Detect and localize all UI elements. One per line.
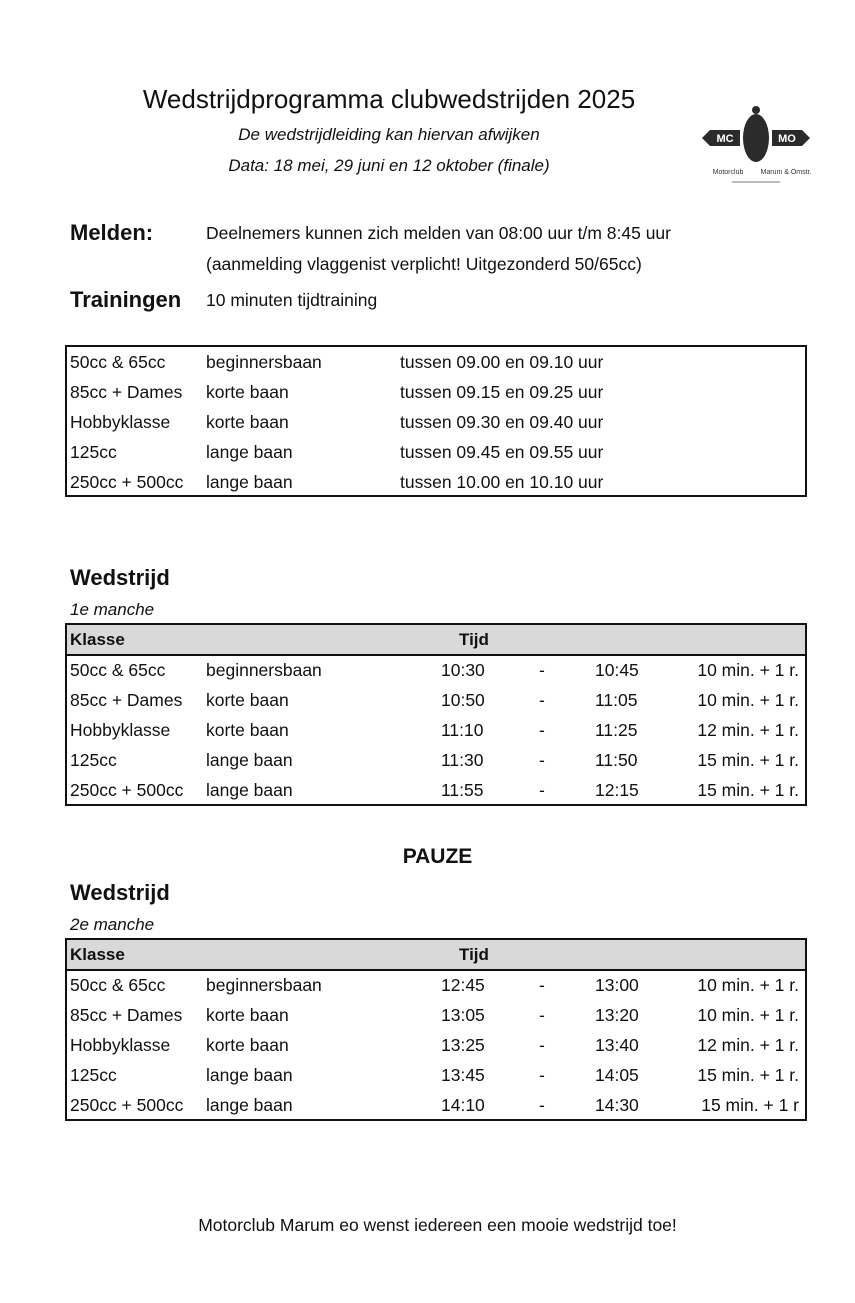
baan-cell: beginnersbaan [206, 660, 322, 680]
tijd-cell: tussen 09.30 en 09.40 uur [400, 412, 604, 432]
page-title: Wedstrijdprogramma clubwedstrijden 2025 [142, 84, 636, 114]
trainingen-text: 10 minuten tijdtraining [206, 290, 378, 310]
club-logo [700, 104, 812, 188]
end-cell: 12:15 [595, 780, 639, 800]
start-cell: 14:10 [441, 1095, 485, 1115]
header-klasse: Klasse [70, 945, 125, 964]
manche1-heading: Wedstrijd [70, 565, 170, 590]
end-cell: 13:00 [595, 975, 639, 995]
logo-left-text: MC [716, 133, 734, 145]
logo-club-place: Marum & Omstr. [760, 169, 812, 176]
table-row [67, 408, 805, 438]
klasse-cell: Hobbyklasse [70, 1035, 171, 1055]
baan-cell: lange baan [206, 1065, 293, 1085]
header-klasse: Klasse [70, 630, 125, 649]
melden-heading: Melden: [70, 220, 154, 245]
tijd-cell: tussen 09.15 en 09.25 uur [400, 382, 604, 402]
dash-cell: - [539, 750, 545, 770]
baan-cell: beginnersbaan [206, 975, 322, 995]
manche2-heading: Wedstrijd [70, 880, 170, 905]
start-cell: 13:45 [441, 1065, 485, 1085]
table-row [67, 746, 805, 776]
klasse-cell: 250cc + 500cc [70, 780, 184, 800]
baan-cell: lange baan [206, 750, 293, 770]
table-row [67, 348, 805, 378]
klasse-cell: 85cc + Dames [70, 1005, 183, 1025]
start-cell: 11:30 [441, 750, 484, 770]
klasse-cell: 125cc [70, 1065, 117, 1085]
logo-club-name: Motorclub [712, 169, 744, 176]
footer-message: Motorclub Marum eo wenst iedereen een mooie wedstrijd toe! [198, 1215, 677, 1235]
duur-cell: 10 min. + 1 r. [697, 660, 799, 680]
duur-cell: 12 min. + 1 r. [697, 720, 799, 740]
duur-cell: 15 min. + 1 r [701, 1095, 799, 1115]
duur-cell: 12 min. + 1 r. [697, 1035, 799, 1055]
end-cell: 13:20 [595, 1005, 639, 1025]
end-cell: 11:50 [595, 750, 638, 770]
start-cell: 10:50 [441, 690, 485, 710]
dash-cell: - [539, 780, 545, 800]
table-row [67, 971, 805, 1001]
trainingen-heading: Trainingen [70, 287, 182, 312]
dash-cell: - [539, 690, 545, 710]
dash-cell: - [539, 720, 545, 740]
start-cell: 11:10 [441, 720, 484, 740]
race-dates: Data: 18 mei, 29 juni en 12 oktober (finale) [228, 156, 550, 175]
melden-line-1: Deelnemers kunnen zich melden van 08:00 uur t/m 8:45 uur [206, 223, 671, 243]
duur-cell: 15 min. + 1 r. [697, 1065, 799, 1085]
klasse-cell: 85cc + Dames [70, 690, 183, 710]
tijd-cell: tussen 10.00 en 10.10 uur [400, 472, 604, 492]
klasse-cell: Hobbyklasse [70, 412, 171, 432]
page-subtitle: De wedstrijdleiding kan hiervan afwijken [238, 125, 540, 144]
start-cell: 10:30 [441, 660, 485, 680]
klasse-cell: 250cc + 500cc [70, 472, 184, 492]
logo-right-text: MO [778, 133, 796, 145]
end-cell: 14:30 [595, 1095, 639, 1115]
klasse-cell: 50cc & 65cc [70, 660, 166, 680]
dash-cell: - [539, 1035, 545, 1055]
klasse-cell: 50cc & 65cc [70, 975, 166, 995]
table-row [67, 1091, 805, 1121]
club-logo-icon [700, 104, 812, 188]
baan-cell: lange baan [206, 442, 293, 462]
duur-cell: 10 min. + 1 r. [697, 975, 799, 995]
header-tijd: Tijd [459, 945, 489, 964]
klasse-cell: 125cc [70, 750, 117, 770]
table-row [67, 1031, 805, 1061]
duur-cell: 10 min. + 1 r. [697, 690, 799, 710]
start-cell: 13:05 [441, 1005, 485, 1025]
melden-line-2: (aanmelding vlaggenist verplicht! Uitgezonderd 50/65cc) [206, 254, 642, 274]
baan-cell: beginnersbaan [206, 352, 322, 372]
start-cell: 13:25 [441, 1035, 485, 1055]
baan-cell: korte baan [206, 690, 289, 710]
manche2-subheading: 2e manche [70, 915, 155, 934]
table-header [67, 940, 805, 971]
table-row [67, 378, 805, 408]
duur-cell: 15 min. + 1 r. [697, 750, 799, 770]
baan-cell: korte baan [206, 1035, 289, 1055]
table-row [67, 776, 805, 806]
end-cell: 10:45 [595, 660, 639, 680]
klasse-cell: 250cc + 500cc [70, 1095, 184, 1115]
manche1-table [65, 623, 807, 806]
baan-cell: lange baan [206, 780, 293, 800]
table-row [67, 1061, 805, 1091]
baan-cell: korte baan [206, 412, 289, 432]
baan-cell: lange baan [206, 472, 293, 492]
end-cell: 11:25 [595, 720, 638, 740]
table-header [67, 625, 805, 656]
pauze-label: PAUZE [402, 845, 473, 868]
klasse-cell: 85cc + Dames [70, 382, 183, 402]
table-row [67, 686, 805, 716]
header-tijd: Tijd [459, 630, 489, 649]
end-cell: 14:05 [595, 1065, 639, 1085]
baan-cell: korte baan [206, 1005, 289, 1025]
dash-cell: - [539, 1005, 545, 1025]
training-table [65, 345, 807, 497]
dash-cell: - [539, 1065, 545, 1085]
baan-cell: korte baan [206, 720, 289, 740]
klasse-cell: Hobbyklasse [70, 720, 171, 740]
dash-cell: - [539, 660, 545, 680]
table-row [67, 656, 805, 686]
tijd-cell: tussen 09.00 en 09.10 uur [400, 352, 604, 372]
manche1-subheading: 1e manche [70, 600, 155, 619]
table-row [67, 468, 805, 498]
table-row [67, 716, 805, 746]
start-cell: 12:45 [441, 975, 485, 995]
start-cell: 11:55 [441, 780, 484, 800]
end-cell: 13:40 [595, 1035, 639, 1055]
table-row [67, 1001, 805, 1031]
klasse-cell: 125cc [70, 442, 117, 462]
dash-cell: - [539, 975, 545, 995]
duur-cell: 15 min. + 1 r. [697, 780, 799, 800]
klasse-cell: 50cc & 65cc [70, 352, 166, 372]
table-row [67, 438, 805, 468]
tijd-cell: tussen 09.45 en 09.55 uur [400, 442, 604, 462]
baan-cell: lange baan [206, 1095, 293, 1115]
end-cell: 11:05 [595, 690, 638, 710]
duur-cell: 10 min. + 1 r. [697, 1005, 799, 1025]
manche2-table [65, 938, 807, 1121]
baan-cell: korte baan [206, 382, 289, 402]
dash-cell: - [539, 1095, 545, 1115]
